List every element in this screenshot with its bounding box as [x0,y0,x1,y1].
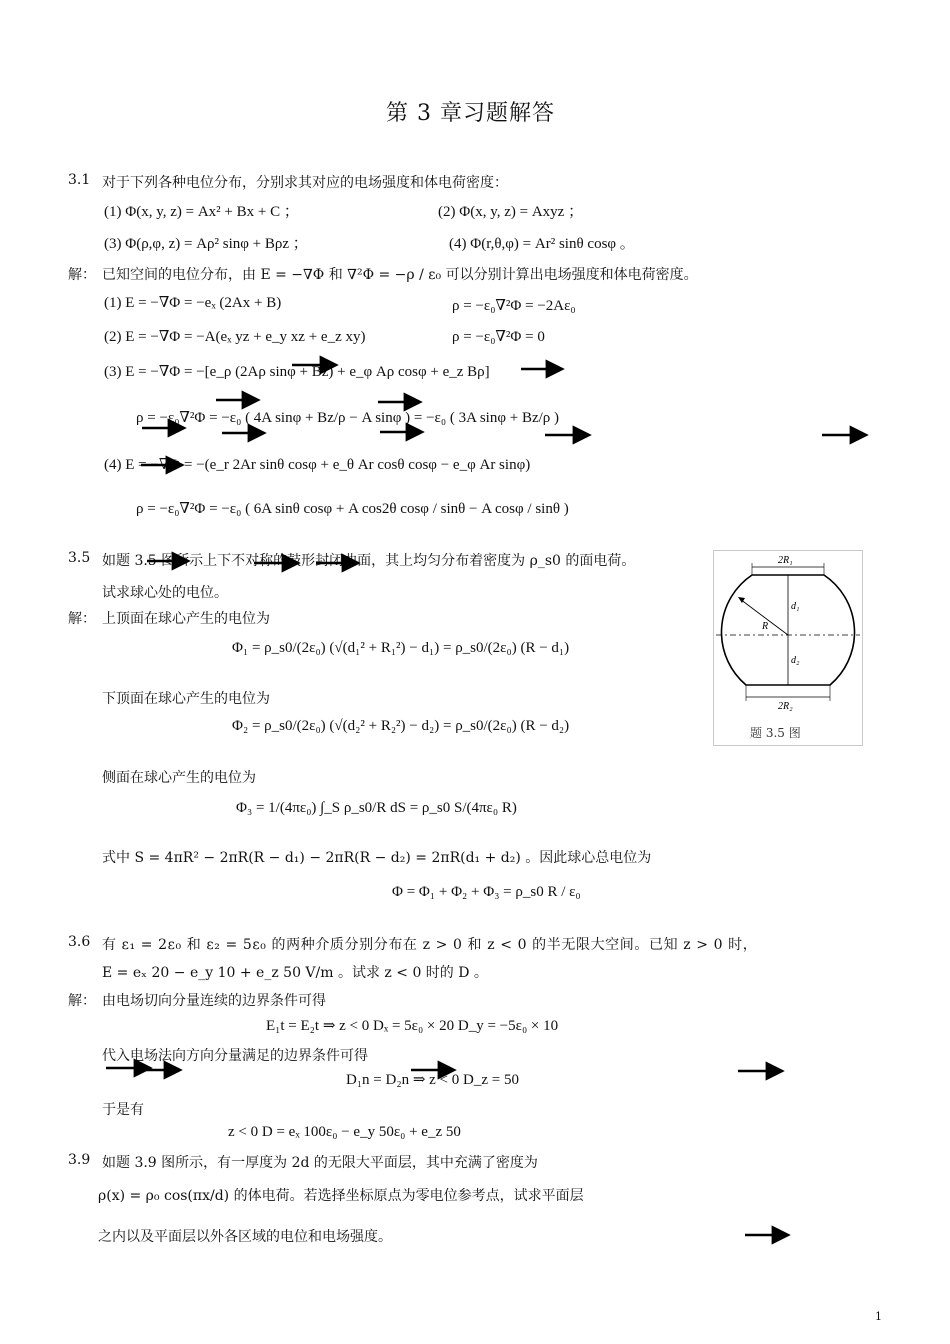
problem-3-5-stem-1: 如题 3.5 图所示上下不对称的鼓形封闭曲面，其上均匀分布着密度为 ρ_s0 的面电荷。 [102,553,636,569]
solution-label-3-6: 解： [68,993,96,1009]
label-d2: d₂ [791,655,800,666]
solution-3-6-eq-1: E₁t = E₂t ⇒ z < 0 Dₓ = 5ε₀ × 20 D_y = −5ε₀ × 10 [266,1018,559,1034]
solution-3-5-line-4: 式中 S = 4πR² − 2πR(R − d₁) − 2πR(R − d₂) = 2πR(d₁ + d₂) 。因此球心总电位为 [102,850,652,866]
solution-3-1-eq-4a: (4) E = −∇Φ = −(e_r 2Ar sinθ cosφ + e_θ Ar cosθ cosφ − e_φ Ar sinφ) [104,457,531,473]
page-title: 第 3 章习题解答 [386,101,555,126]
problem-3-1-item-4: (4) Φ(r,θ,φ) = Ar² sinθ cosφ 。 [449,236,635,252]
problem-3-9-label: 3.9 [68,1152,91,1168]
solution-3-5-eq-3: Φ₃ = 1/(4πε₀) ∫_S ρ_s0/R dS = ρ_s0 S/(4πε₀ R) [236,800,517,816]
solution-3-1-eq-3b: ρ = −ε₀∇²Φ = −ε₀ ( 4A sinφ + Bz/ρ − A sinφ ) = −ε₀ ( 3A sinφ + Bz/ρ ) [136,410,560,426]
solution-3-1-eq-3a: (3) E = −∇Φ = −[e_ρ (2Aρ sinφ + Bz) + e_φ Aρ cosφ + e_z Bρ] [104,364,490,380]
problem-3-1-stem: 对于下列各种电位分布，分别求其对应的电场强度和体电荷密度： [102,175,508,191]
solution-label-3-1: 解： [68,267,96,283]
problem-3-9-stem-2: ρ(x) = ρ₀ cos(πx/d) 的体电荷。若选择坐标原点为零电位参考点，试求平面层 [98,1188,584,1204]
problem-3-5-label: 3.5 [68,550,91,566]
solution-3-1-intro: 已知空间的电位分布，由 E = −∇Φ 和 ∇²Φ = −ρ / ε₀ 可以分别计算出电场强度和体电荷密度。 [102,267,698,283]
solution-label-3-5: 解： [68,611,96,627]
problem-3-6-stem-2: E = eₓ 20 − e_y 10 + e_z 50 V/m 。试求 z < 0 时的 D 。 [102,965,488,981]
label-d1: d₁ [791,601,800,612]
solution-3-1-eq-1a: (1) E = −∇Φ = −eₓ (2Ax + B) [104,295,282,311]
solution-3-6-eq-2: D₁n = D₂n ⇒ z < 0 D_z = 50 [346,1072,519,1088]
solution-3-6-eq-3: z < 0 D = eₓ 100ε₀ − e_y 50ε₀ + e_z 50 [228,1124,461,1140]
solution-3-1-eq-4b: ρ = −ε₀∇²Φ = −ε₀ ( 6A sinθ cosφ + A cos2θ cosφ / sinθ − A cosφ / sinθ ) [136,501,569,517]
solution-3-5-line-2: 下顶面在球心产生的电位为 [102,691,270,707]
solution-3-1-eq-1b: ρ = −ε₀∇²Φ = −2Aε₀ [452,298,576,314]
solution-3-6-line-1: 由电场切向分量连续的边界条件可得 [102,993,326,1009]
problem-3-1-item-1: (1) Φ(x, y, z) = Ax² + Bx + C ； [104,204,299,220]
solution-3-5-line-1: 上顶面在球心产生的电位为 [102,611,270,627]
solution-3-5-eq-2: Φ₂ = ρ_s0/(2ε₀) (√(d₂² + R₂²) − d₂) = ρ_s0/(2ε₀) (R − d₂) [232,718,570,734]
label-2R1: 2R₁ [778,555,793,566]
problem-3-5-stem-2: 试求球心处的电位。 [102,585,228,601]
solution-3-1-eq-2b: ρ = −ε₀∇²Φ = 0 [452,329,545,345]
problem-3-9-stem-1: 如题 3.9 图所示，有一厚度为 2d 的无限大平面层，其中充满了密度为 [102,1155,538,1171]
label-R: R [762,621,769,632]
problem-3-6-stem-1: 有 ε₁ = 2ε₀ 和 ε₂ = 5ε₀ 的两种介质分别分布在 z > 0 和 z < 0 的半无限大空间。已知 z > 0 时， [102,937,758,953]
problem-3-6-label: 3.6 [68,934,91,950]
problem-3-1-item-2: (2) Φ(x, y, z) = Axyz ； [438,204,584,220]
label-2R2: 2R₂ [778,701,793,712]
problem-3-9-stem-3: 之内以及平面层以外各区域的电位和电场强度。 [98,1229,392,1245]
solution-3-5-eq-1: Φ₁ = ρ_s0/(2ε₀) (√(d₁² + R₁²) − d₁) = ρ_s0/(2ε₀) (R − d₁) [232,640,570,656]
solution-3-5-eq-4: Φ = Φ₁ + Φ₂ + Φ₃ = ρ_s0 R / ε₀ [392,884,581,900]
figure-caption: 题 3.5 图 [750,726,801,740]
problem-3-1-item-3: (3) Φ(ρ,φ, z) = Aρ² sinφ + Bρz ； [104,236,308,252]
page-number: 1 [875,1310,882,1323]
solution-3-6-line-3: 于是有 [102,1102,144,1118]
solution-3-1-eq-2a: (2) E = −∇Φ = −A(eₓ yz + e_y xz + e_z xy) [104,329,366,345]
solution-3-5-line-3: 侧面在球心产生的电位为 [102,770,256,786]
solution-3-6-line-2: 代入电场法向方向分量满足的边界条件可得 [102,1048,368,1064]
problem-3-1-label: 3.1 [68,172,91,188]
